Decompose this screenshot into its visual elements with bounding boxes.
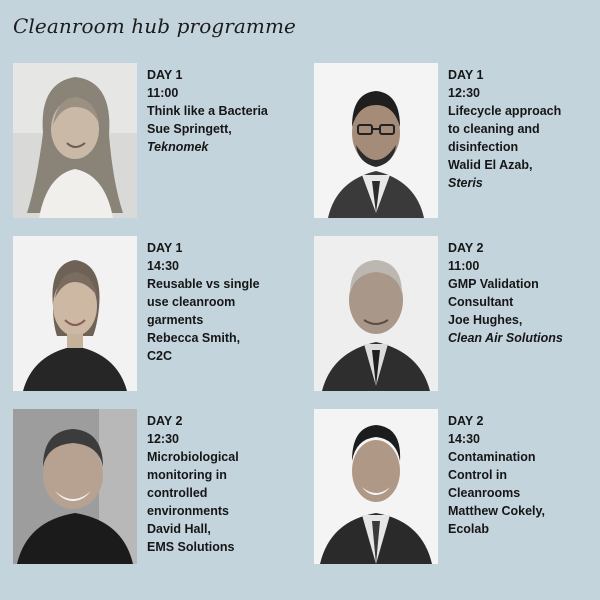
speaker-photo-matthew-cokely [314, 409, 438, 564]
page-title: Cleanroom hub programme [13, 14, 296, 38]
session-info-5 [147, 412, 307, 556]
session-time: 14:30 [448, 432, 480, 446]
session-topic: garments [147, 313, 204, 327]
session-info-1 [147, 66, 307, 156]
portrait-woman-tied-hair-icon [13, 236, 137, 391]
portrait-man-glasses-icon [314, 63, 438, 218]
session-topic: disinfection [448, 140, 519, 154]
speaker-organisation: Clean Air Solutions [448, 331, 563, 345]
session-day: DAY 2 [147, 414, 183, 428]
speaker-photo-sue-springett [13, 63, 137, 218]
session-topic: Reusable vs single [147, 277, 260, 291]
session-topic: Contamination [448, 450, 536, 464]
session-topic: Control in [448, 468, 508, 482]
speaker-organisation: C2C [147, 349, 173, 363]
portrait-man-tie-icon [314, 409, 438, 564]
session-topic: Lifecycle approach [448, 104, 562, 118]
speaker-organisation: EMS Solutions [147, 540, 235, 554]
speaker-organisation: Steris [448, 176, 483, 190]
speaker-name: Rebecca Smith, [147, 331, 241, 345]
session-day: DAY 1 [448, 68, 484, 82]
session-topic: environments [147, 504, 229, 518]
session-topic: Consultant [448, 295, 514, 309]
portrait-man-suit-icon [314, 236, 438, 391]
speaker-organisation: Ecolab [448, 522, 489, 536]
session-day: DAY 2 [448, 241, 484, 255]
speaker-name: Walid El Azab, [448, 158, 533, 172]
speaker-name: Sue Springett, [147, 122, 232, 136]
speaker-name: Joe Hughes, [448, 313, 523, 327]
speaker-name: David Hall, [147, 522, 211, 536]
session-time: 12:30 [448, 86, 480, 100]
portrait-man-smiling-icon [13, 409, 137, 564]
session-time: 12:30 [147, 432, 179, 446]
session-topic: use cleanroom [147, 295, 236, 309]
speaker-photo-rebecca-smith [13, 236, 137, 391]
session-time: 11:00 [147, 86, 179, 100]
speaker-photo-joe-hughes [314, 236, 438, 391]
session-topic: Cleanrooms [448, 486, 521, 500]
session-info-3 [147, 239, 307, 365]
speaker-name: Matthew Cokely, [448, 504, 546, 518]
portrait-woman-long-hair-icon [13, 63, 137, 218]
speaker-organisation: Teknomek [147, 140, 209, 154]
session-topic: Microbiological [147, 450, 239, 464]
session-info-6 [448, 412, 600, 538]
session-day: DAY 2 [448, 414, 484, 428]
session-topic: Think like a Bacteria [147, 104, 268, 118]
session-time: 14:30 [147, 259, 179, 273]
speaker-photo-walid-el-azab [314, 63, 438, 218]
session-day: DAY 1 [147, 68, 183, 82]
session-info-2 [448, 66, 600, 192]
session-topic: monitoring in [147, 468, 227, 482]
speaker-photo-david-hall [13, 409, 137, 564]
session-info-4 [448, 239, 600, 347]
session-day: DAY 1 [147, 241, 183, 255]
session-time: 11:00 [448, 259, 480, 273]
session-topic: GMP Validation [448, 277, 539, 291]
session-topic: controlled [147, 486, 208, 500]
session-topic: to cleaning and [448, 122, 540, 136]
